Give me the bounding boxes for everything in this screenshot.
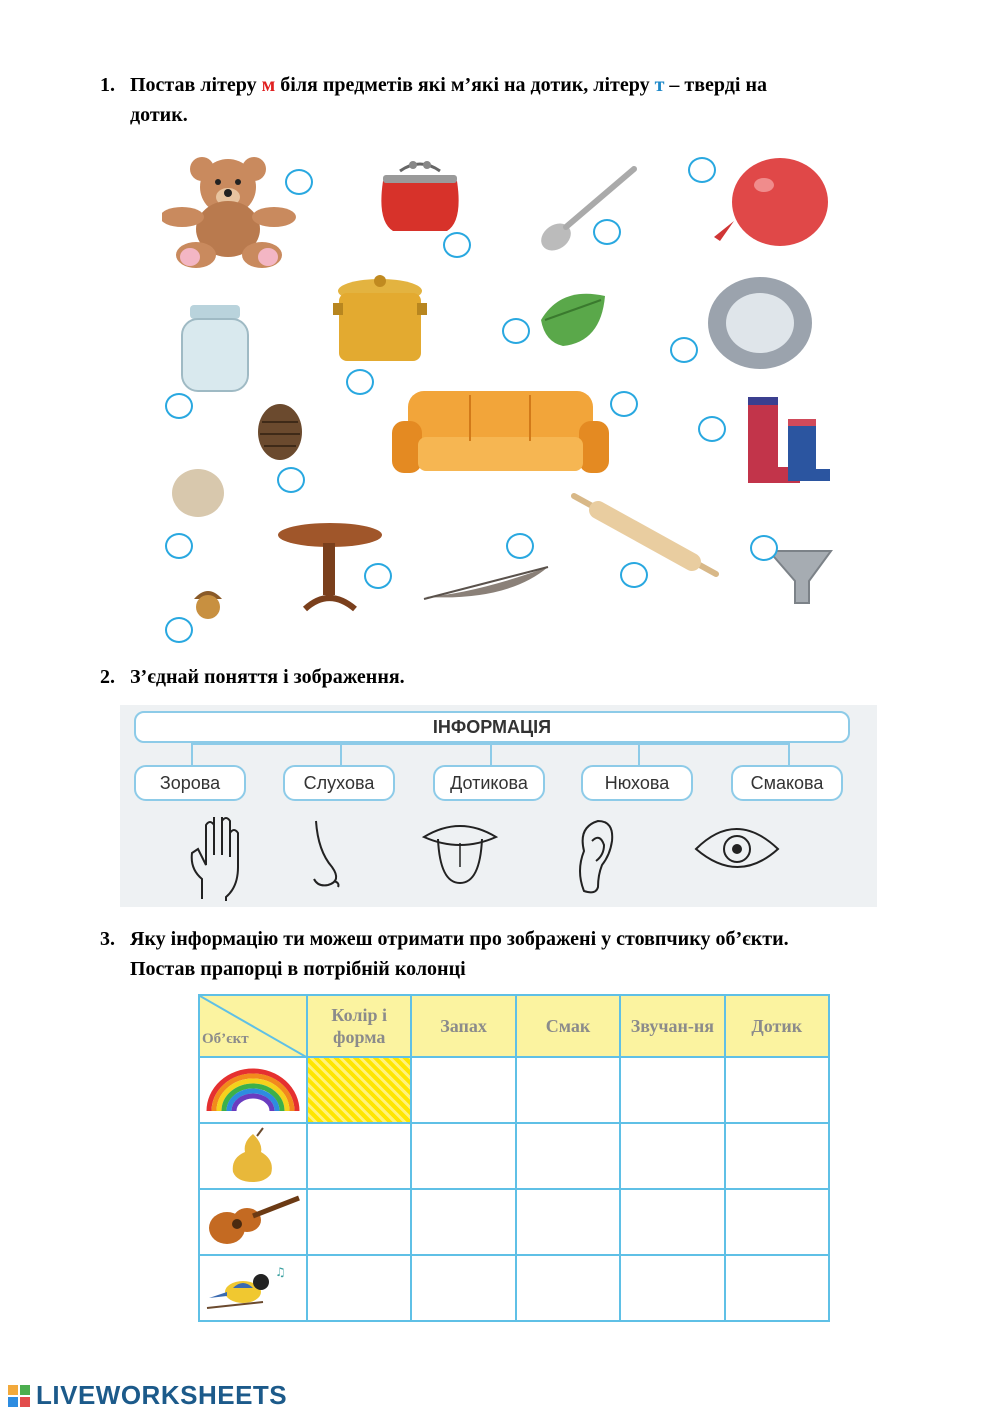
svg-text:♫: ♫	[275, 1264, 286, 1279]
answer-circle-funnel[interactable]	[750, 535, 778, 561]
table-header-row	[199, 995, 829, 1057]
table-row	[199, 1255, 829, 1321]
answer-cell[interactable]	[516, 1123, 620, 1189]
pine-cone-icon	[250, 400, 310, 462]
answer-cell[interactable]	[307, 1057, 411, 1123]
row-object-cell	[199, 1123, 307, 1189]
answer-circle-socks[interactable]	[698, 416, 726, 442]
egg-icon	[168, 463, 228, 523]
answer-cell[interactable]	[411, 1123, 515, 1189]
category-tactile[interactable]: Дотикова	[433, 765, 545, 801]
task3-text-line1: Яку інформацію ти можеш отримати про зображені у стовпчику об’єкти.	[130, 928, 789, 950]
table-row	[199, 1123, 829, 1189]
table-row	[199, 1189, 829, 1255]
ear-icon[interactable]	[572, 817, 616, 897]
letter-m: м	[261, 74, 276, 96]
answer-circle-spoon[interactable]	[593, 219, 621, 245]
answer-circle-plate[interactable]	[670, 337, 698, 363]
sofa-icon	[388, 385, 613, 485]
column-header: Запах	[411, 995, 515, 1057]
guitar-icon	[203, 1192, 303, 1248]
answer-circle-sofa[interactable]	[610, 391, 638, 417]
answer-cell[interactable]	[411, 1255, 515, 1321]
answer-cell[interactable]	[725, 1123, 829, 1189]
answer-cell[interactable]	[516, 1255, 620, 1321]
answer-cell[interactable]	[516, 1057, 620, 1123]
footer-brand	[8, 1380, 287, 1411]
connector-line	[191, 743, 193, 765]
nose-icon[interactable]	[306, 817, 350, 891]
hand-icon[interactable]	[188, 817, 252, 901]
jar-icon	[178, 305, 253, 395]
corner-cell	[199, 995, 307, 1057]
bird-icon	[203, 1258, 303, 1314]
answer-circle-leaf[interactable]	[502, 318, 530, 344]
task3-text-line2: Постав прапорці в потрібній колонці	[130, 958, 466, 980]
column-header: Звучан-ня	[620, 995, 724, 1057]
answer-circle-table[interactable]	[364, 563, 392, 589]
answer-cell[interactable]	[620, 1123, 724, 1189]
answer-cell[interactable]	[516, 1189, 620, 1255]
row-object-cell	[199, 1189, 307, 1255]
task1-number: 1.	[100, 74, 115, 96]
answer-cell[interactable]	[725, 1057, 829, 1123]
purse-icon	[375, 157, 465, 235]
answer-circle-purse[interactable]	[443, 232, 471, 258]
leaf-icon	[535, 290, 610, 350]
task1-text-line2: дотик.	[130, 104, 188, 126]
answer-cell[interactable]	[620, 1189, 724, 1255]
liveworksheets-logo-icon	[8, 1385, 30, 1407]
balloon-icon	[710, 157, 835, 257]
task3-heading	[100, 924, 960, 984]
column-header: Колір і форма	[307, 995, 411, 1057]
task2-number: 2.	[100, 666, 115, 688]
task1-text-b: біля предметів які м’які на дотик, літеру	[275, 74, 655, 96]
connector-line	[638, 743, 640, 765]
eye-icon[interactable]	[692, 817, 782, 877]
answer-circle-pot[interactable]	[346, 369, 374, 395]
answer-cell[interactable]	[725, 1255, 829, 1321]
pot-icon	[333, 273, 428, 368]
category-olfactory[interactable]: Нюхова	[581, 765, 693, 801]
answer-cell[interactable]	[307, 1123, 411, 1189]
category-auditory[interactable]: Слухова	[283, 765, 395, 801]
pear-icon	[223, 1126, 283, 1182]
answer-circle-teddy-bear[interactable]	[285, 169, 313, 195]
answer-cell[interactable]	[411, 1189, 515, 1255]
connector-line	[788, 743, 790, 765]
task1-text-c: – тверді на	[664, 74, 767, 96]
connector-line	[490, 743, 492, 765]
rainbow-icon	[203, 1061, 303, 1115]
answer-circle-feather[interactable]	[506, 533, 534, 559]
row-object-cell	[199, 1255, 307, 1321]
plate-icon	[705, 273, 815, 373]
task3-number: 3.	[100, 928, 115, 950]
answer-cell[interactable]	[307, 1255, 411, 1321]
letter-t: т	[654, 74, 665, 96]
row-object-cell	[199, 1057, 307, 1123]
socks-icon	[742, 393, 832, 488]
answer-circle-acorn[interactable]	[165, 617, 193, 643]
answer-circle-pine-cone[interactable]	[277, 467, 305, 493]
teddy-bear-icon	[162, 157, 302, 269]
task2-text: З’єднай поняття і зображення.	[130, 666, 405, 688]
task1-picture	[150, 145, 840, 645]
column-header: Смак	[516, 995, 620, 1057]
answer-cell[interactable]	[620, 1255, 724, 1321]
footer-brand-text: LIVEWORKSHEETS	[36, 1380, 288, 1410]
column-header: Дотик	[725, 995, 829, 1057]
task1-heading	[100, 70, 900, 130]
spoon-icon	[538, 165, 638, 255]
answer-circle-egg[interactable]	[165, 533, 193, 559]
answer-circle-jar[interactable]	[165, 393, 193, 419]
answer-circle-balloon[interactable]	[688, 157, 716, 183]
info-header: ІНФОРМАЦІЯ	[134, 711, 850, 743]
answer-cell[interactable]	[411, 1057, 515, 1123]
answer-cell[interactable]	[725, 1189, 829, 1255]
task2-diagram	[120, 705, 877, 907]
category-visual[interactable]: Зорова	[134, 765, 246, 801]
feather-icon	[422, 563, 552, 603]
answer-cell[interactable]	[307, 1189, 411, 1255]
connector-line	[340, 743, 342, 765]
tongue-icon[interactable]	[420, 817, 500, 887]
table-row	[199, 1057, 829, 1123]
senses-table	[198, 994, 830, 1322]
task1-text-a: Постав літеру	[130, 74, 262, 96]
answer-cell[interactable]	[620, 1057, 724, 1123]
acorn-icon	[188, 585, 228, 621]
task2-heading	[100, 662, 405, 692]
corner-label: Об’єкт	[202, 1031, 249, 1047]
answer-circle-rolling-pin[interactable]	[620, 562, 648, 588]
category-gustatory[interactable]: Смакова	[731, 765, 843, 801]
